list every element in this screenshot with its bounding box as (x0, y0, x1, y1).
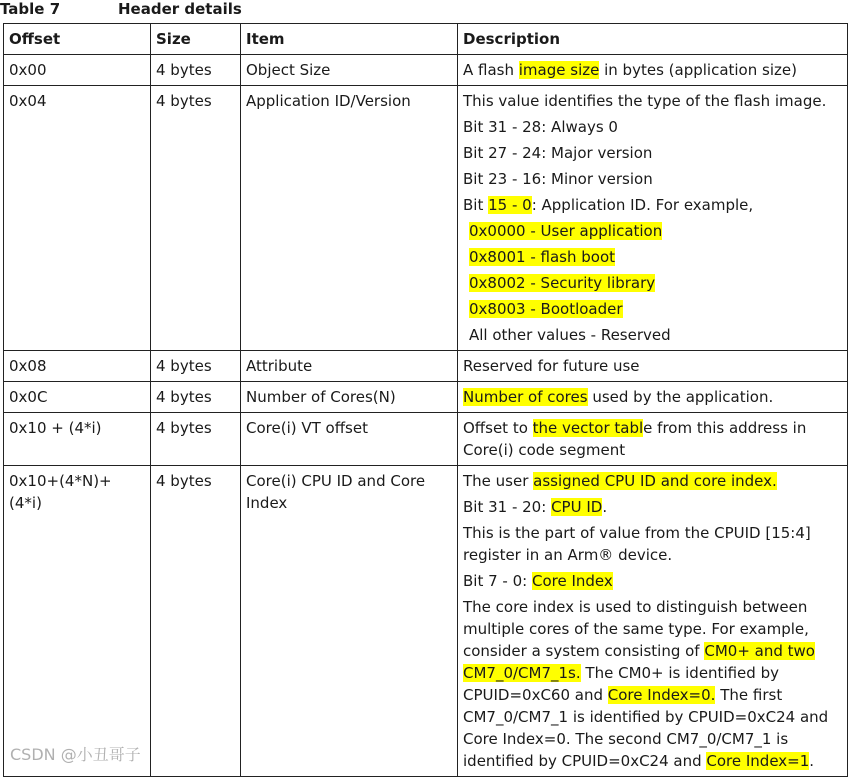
cell-item: Core(i) CPU ID and Core Index (241, 466, 458, 777)
description-paragraph (463, 194, 841, 216)
column-header-item: Item (241, 24, 458, 55)
description-paragraph (463, 298, 841, 320)
text: The first CM7_0/CM7_1 is identified by CPUID=0xC24 and Core Index=0. The second CM7_0/CM7_1 is identified by CPUID=0xC24 and (463, 686, 829, 770)
description-paragraph (463, 496, 841, 518)
cell-item: Core(i) VT offset (241, 413, 458, 466)
cell-size: 4 bytes (151, 413, 241, 466)
text: Bit 31 - 28: Always 0 (463, 118, 618, 136)
highlighted-text: 15 - 0 (488, 196, 532, 214)
cell-size: 4 bytes (151, 351, 241, 382)
column-header-description: Description (458, 24, 848, 55)
highlighted-text: image size (518, 61, 600, 79)
table-row (4, 382, 848, 413)
table-row (4, 466, 848, 777)
cell-description (458, 413, 848, 466)
cell-description (458, 382, 848, 413)
text: A flash (463, 61, 519, 79)
column-header-size: Size (151, 24, 241, 55)
table-header-row (4, 24, 848, 55)
description-paragraph (463, 168, 841, 190)
highlighted-text: 0x8003 - Bootloader (469, 300, 623, 318)
table-number: Table 7 (0, 0, 61, 18)
description-paragraph (463, 220, 841, 242)
text: in bytes (application size) (599, 61, 797, 79)
highlighted-text: 0x8001 - flash boot (469, 248, 616, 266)
cell-description (458, 351, 848, 382)
text: used by the application. (587, 388, 774, 406)
highlighted-text: CPU ID (551, 498, 603, 516)
description-paragraph (463, 596, 841, 772)
text: : Application ID. For example, (531, 196, 754, 214)
table-caption (0, 0, 242, 20)
text: Bit 7 - 0: (463, 572, 532, 590)
description-paragraph (463, 59, 841, 81)
cell-item: Attribute (241, 351, 458, 382)
cell-item: Application ID/Version (241, 86, 458, 351)
text: Bit 23 - 16: Minor version (463, 170, 653, 188)
description-paragraph (463, 417, 841, 461)
highlighted-text: CM0+ and two CM7_0/CM7_1s. (463, 642, 815, 682)
watermark: CSDN @小丑哥子 (10, 745, 141, 764)
text: . (602, 498, 608, 516)
description-paragraph (463, 386, 841, 408)
table-row (4, 86, 848, 351)
text: . (809, 752, 815, 770)
highlighted-text: 0x0000 - User application (469, 222, 663, 240)
description-paragraph (463, 272, 841, 294)
cell-offset: 0x0C (4, 382, 151, 413)
text: The core index is used to distinguish between multiple cores of the same type. For example, consider a system consisting of (463, 598, 809, 660)
column-header-offset: Offset (4, 24, 151, 55)
text: e from this address in Core(i) code segment (463, 419, 807, 459)
table-title: Header details (118, 0, 242, 18)
text: Reserved for future use (463, 357, 640, 375)
cell-offset: 0x00 (4, 55, 151, 86)
table-row (4, 351, 848, 382)
text: All other values - Reserved (469, 326, 671, 344)
highlighted-text: 0x8002 - Security library (469, 274, 656, 292)
highlighted-text: the vector tabl (532, 419, 644, 437)
description-paragraph (463, 246, 841, 268)
cell-size: 4 bytes (151, 466, 241, 777)
cell-offset: 0x08 (4, 351, 151, 382)
header-details-table (3, 23, 848, 777)
description-paragraph (463, 116, 841, 138)
table-row (4, 413, 848, 466)
cell-item: Object Size (241, 55, 458, 86)
highlighted-text: Number of cores (463, 388, 588, 406)
description-paragraph (463, 142, 841, 164)
text: Bit 27 - 24: Major version (463, 144, 653, 162)
text: This is the part of value from the CPUID [15:4] register in an Arm® device. (463, 524, 811, 564)
table-row (4, 55, 848, 86)
cell-size: 4 bytes (151, 86, 241, 351)
text: Offset to (463, 419, 533, 437)
highlighted-text: Core Index=1 (706, 752, 810, 770)
cell-offset: 0x10 + (4*i) (4, 413, 151, 466)
highlighted-text: assigned CPU ID and core index. (533, 472, 777, 490)
cell-description (458, 86, 848, 351)
cell-offset: 0x04 (4, 86, 151, 351)
cell-item: Number of Cores(N) (241, 382, 458, 413)
text: The user (463, 472, 534, 490)
description-paragraph (463, 522, 841, 566)
cell-description (458, 466, 848, 777)
text: Bit 31 - 20: (463, 498, 552, 516)
cell-description (458, 55, 848, 86)
description-paragraph (463, 324, 841, 346)
highlighted-text: Core Index=0. (607, 686, 716, 704)
description-paragraph (463, 570, 841, 592)
text: Bit (463, 196, 489, 214)
description-paragraph (463, 90, 841, 112)
cell-offset: 0x10+(4*N)+(4*i) (4, 466, 151, 777)
text: The CM0+ is identified by CPUID=0xC60 and (463, 664, 779, 704)
cell-size: 4 bytes (151, 382, 241, 413)
highlighted-text: Core Index (531, 572, 613, 590)
description-paragraph (463, 470, 841, 492)
description-paragraph (463, 355, 841, 377)
text: This value identifies the type of the flash image. (463, 92, 827, 110)
cell-size: 4 bytes (151, 55, 241, 86)
